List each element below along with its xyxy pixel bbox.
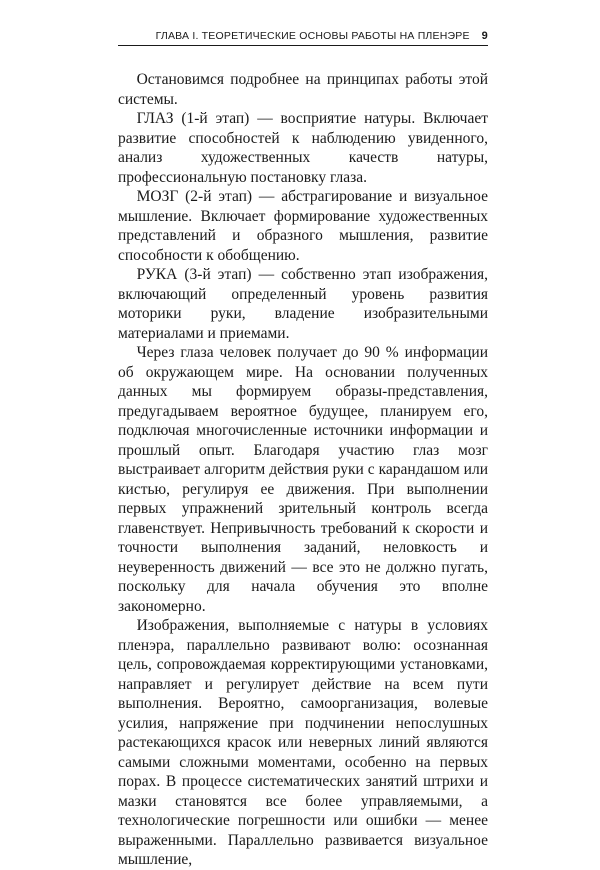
paragraph: Через глаза человек получает до 90 % информации об окружающем мире. На основании полученных данных мы формируем образы-представления, предугадываем вероятное будущее, планируем его, подключая многочисленные источники информации и прошлый опыт. Благодаря участию глаз мозг выстраивает алгоритм действия руки с карандашом или кистью, регулируя ее движения. При выполнении первых упражнений зрительный контроль всегда главенствует. Непривычность требований к скорости и точности выполнения заданий, неловкость и неуверенность движений — все это не должно пугать, поскольку для начала обучения это вполне закономерно. [118, 344, 488, 615]
paragraph: Остановимся подробнее на принципах работы этой системы. [118, 71, 488, 108]
paragraph: Изображения, выполняемые с натуры в условиях пленэра, параллельно развивают волю: осознанная цель, сопровождаемая корректирующими установками, направляет и регулирует действие на всем пути выполнения. Вероятно, самоорганизация, волевые усилия, напряжение при подчинении непослушных растекающихся красок или неверных линий являются самыми сложными моментами, особенно на первых порах. В процессе систематических занятий штрихи и мазки становятся все более управляемыми, а технологические погрешности или ошибки — менее выраженными. Параллельно развивается визуальное мышление, [118, 617, 488, 868]
running-head [118, 30, 488, 46]
paragraph: РУКА (3-й этап) — собственно этап изображения, включающий определенный уровень развития моторики руки, владение изобразительными материалами и приемами. [118, 266, 488, 342]
page-number: 9 [481, 30, 488, 42]
paragraph: ГЛАЗ (1-й этап) — восприятие натуры. Включает развитие способностей к наблюдению увиденного, анализ художественных качеств натуры, профессиональную постановку глаза. [118, 110, 488, 186]
paragraph: МОЗГ (2-й этап) — абстрагирование и визуальное мышление. Включает формирование художественных представлений и образного мышления, развитие способности к обобщению. [118, 188, 488, 264]
chapter-title: ГЛАВА I. ТЕОРЕТИЧЕСКИЕ ОСНОВЫ РАБОТЫ НА ПЛЕНЭРЕ [155, 30, 470, 42]
